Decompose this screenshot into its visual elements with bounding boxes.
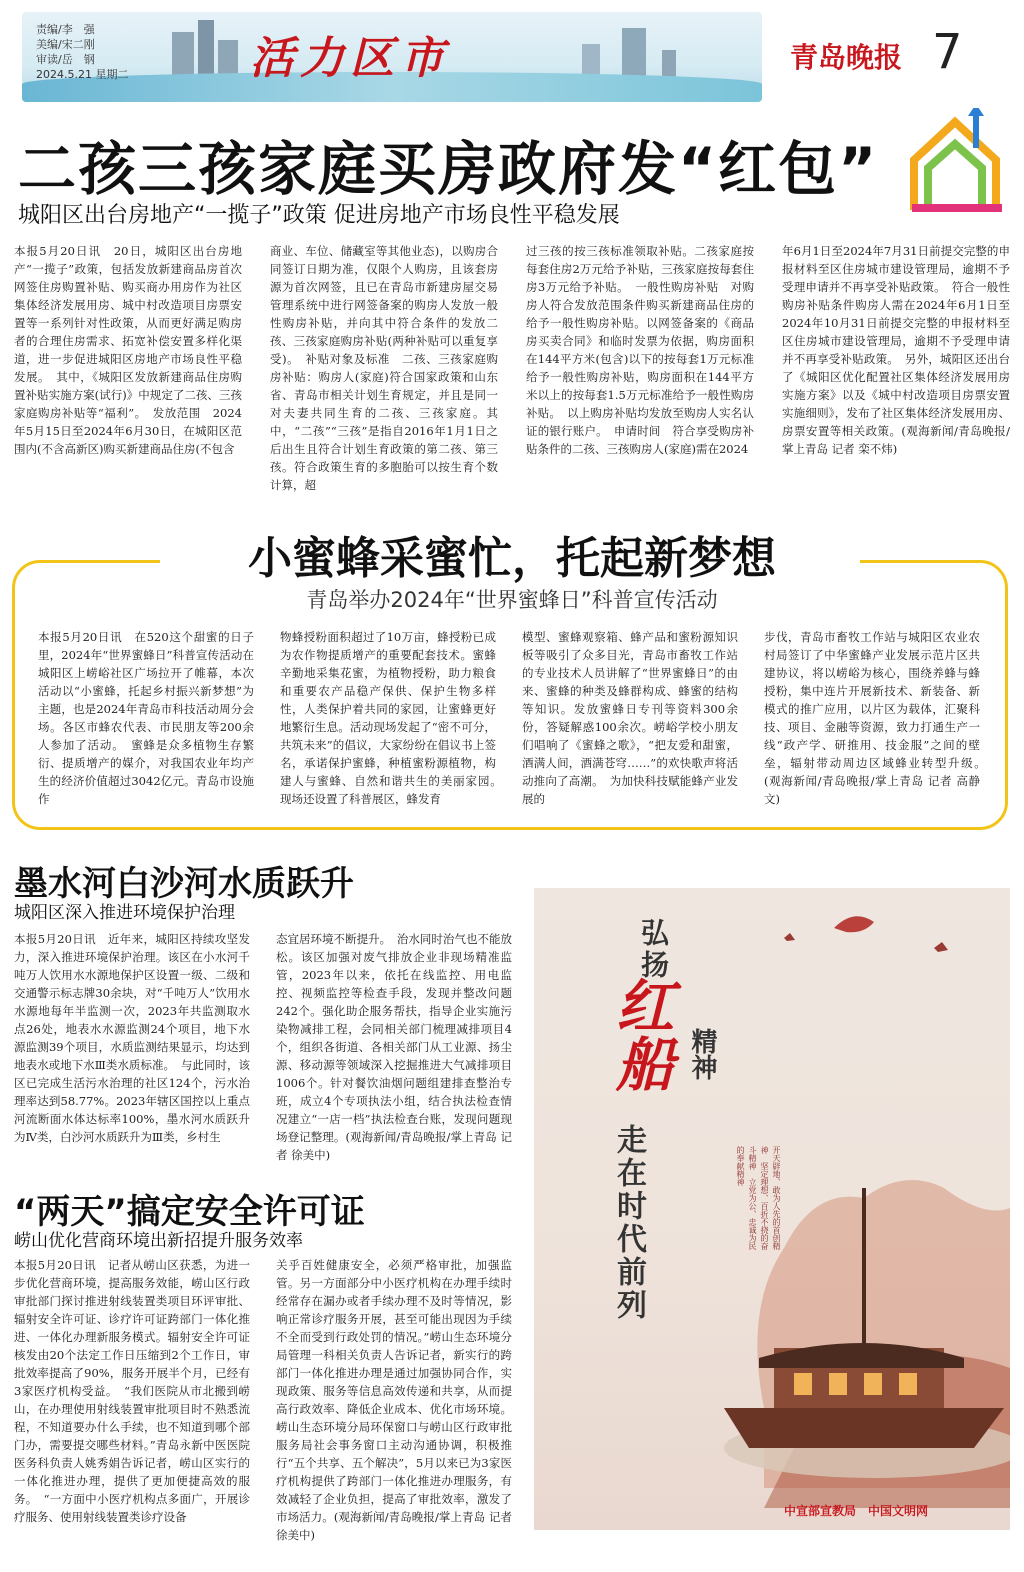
issue-date: 2024.5.21 星期二 [36, 68, 129, 81]
article2-column-4: 步伐，青岛市畜牧工作站与城阳区农业农村局签订了中华蜜蜂产业发展示范片区共建协议，将以崂峪为核心，围绕养蜂与蜂授粉，集中连片开展新技术、新装备、新模式的推广应用，以片区为载体，汇聚科技、项目、金融等资源，致力打通生产一线“政产学、研推用、技金服”之间的壁垒，辐射带动周边区域蜂业转型升级。 (观海新闻/青岛晚报/掌上青岛 记者 高静文) [764, 630, 992, 806]
article4-column-1: 本报5月20日讯 记者从崂山区获悉，为进一步优化营商环境，提高服务效能，崂山区行政审批部门探讨推进射线装置类项目环评审批、辐射安全许可证、诊疗许可证跨部门一体化推进、一体化办理新服务模式。辐射安全许可证核发由20个法定工作日压缩到2个工作日，审批效率提高了90%，服务开展半个月，已经有3家医疗机构受益。 “我们医院从市北搬到崂山，在办理使用射线装置审批项目时不熟悉流程，不知道要办什么手续，也不知道到哪个部门办，需要提交哪些材料。”青岛永新中医医院医务科负责人姚秀娟告诉记者，崂山区实行的一体化推进办理，提供了更加便捷高效的服务。 “一方面中小医疗机构点多面广，开展诊疗服务、使用射线装置类诊疗设备 [14, 1258, 250, 1524]
newspaper-name: 青岛晚报 [790, 41, 903, 74]
poster-footer: 中宣部宣教局 中国文明网 [784, 1504, 929, 1518]
article2-column-3: 模型、蜜蜂观察箱、蜂产品和蜜粉源知识板等吸引了众多目光，青岛市畜牧工作站的专业技术人员讲解了“世界蜜蜂日”的由来、蜜蜂的种类及蜂群构成、蜂蜜的结构等知识。发放蜜蜂日专刊等资料300余份，答疑解惑100余次。崂峪学校小朋友们唱响了《蜜蜂之歌》，“把友爱和甜蜜，酒满人间，酒满苍穹……”的欢快歌声将活动推向了高潮。 为加快科技赋能蜂产业发展的 [522, 630, 738, 806]
article2-column-1: 本报5月20日讯 在520这个甜蜜的日子里，2024年“世界蜜蜂日”科普宣传活动在城阳区上崂峪社区广场拉开了帷幕，本次活动以“小蜜蜂，托起乡村振兴新梦想”为主题，也是2024年青岛市科技活动周分会场。各区市蜂农代表、市民朋友等200余人参加了活动。 蜜蜂是众多植物生存繁衍、提质增产的媒介，对我国农业年均产生的经济价值超过3042亿元。青岛市设施作 [38, 630, 254, 806]
credit-editor: 责编/李 强 [36, 23, 95, 36]
article4-headline: “两天”搞定安全许可证 [14, 1192, 365, 1232]
article3-headline: 墨水河白沙河水质跃升 [14, 864, 354, 904]
article2-headline: 小蜜蜂采蜜忙，托起新梦想 [248, 533, 776, 584]
article2-column-2: 物蜂授粉面积超过了10万亩，蜂授粉已成为农作物提质增产的重要配套技术。蜜蜂辛勤地采集花蜜，为植物授粉，助力粮食和重要农产品稳产保供、保护生物多样性，人类保护着共同的家园，让蜜蜂更好地繁衍生息。活动现场发起了“密不可分，共筑未来”的倡议，大家纷纷在倡议书上签名，承诺保护蜜蜂，种植蜜粉源植物，构建人与蜜蜂、自然和谐共生的美丽家园。 现场还设置了科普展区，蜂发育 [280, 630, 508, 806]
article1-column-3: 过三孩的按三孩标准领取补贴。二孩家庭按每套住房2万元给予补贴，三孩家庭按每套住房3万元给予补贴。 一般性购房补贴 对购房人符合发放范围条件购买新建商品住房的给予一般性购房补贴。以网签备案的《商品房买卖合同》和临时发票为依据，购房面积在144平方米(包含)以下的按每套1万元标准给予一般性购房补贴，购房面积在144平方米以上的按每套1.5万元标准给予一般性购房补贴。 以上购房补贴均发放至购房人实名认证的银行账户。 申请时间 符合享受购房补贴条件的二孩、三孩购房人(家庭)需在2024 [526, 244, 754, 456]
poster-small-text: 开天辟地、敢为人先的首创精神 坚定理想、百折不挠的奋斗精神 立党为公、忠诚为民的奉献精神 [736, 1146, 781, 1250]
article1-column-1: 本报5月20日讯 20日，城阳区出台房地产“一揽子”政策，包括发放新建商品房首次网签住房购置补贴、购买商办用房作为社区集体经济发展用房、城中村改造项目房票安置等一系列针对性政策，从而更好满足购房者的合理住房需求、拓宽补偿安置多样化渠道，进一步促进城阳区房地产市场良性平稳发展。 其中，《城阳区发放新建商品住房购置补贴实施方案(试行)》中规定了二孩、三孩家庭购房补贴等“福利”。 发放范围 2024年5月15日至2024年6月30日，在城阳区范围内(不含高新区)购买新建商品住房(不包含 [14, 244, 242, 456]
article2-subheadline: 青岛举办2024年“世界蜜蜂日”科普宣传活动 [306, 588, 718, 612]
article3-column-2: 态宜居环境不断提升。 治水同时治气也不能放松。该区加强对废气排放企业非现场精准监管，2023年以来，依托在线监控、用电监控、视频监控等检查手段，发现并整改问题242个。强化助企服务帮扶，指导企业实施污染物减排工程，会同相关部门梳理减排项目4个，组织各街道、各相关部门从工业源、扬尘源、移动源等领域深入挖掘推进大气减排项目1006个。针对餐饮油烟问题组建排查整治专班，成立4个专项执法小组，结合执法检查情况建立“一店一档”执法检查台账，发现问题现场登记整理。(观海新闻/青岛晚报/掌上青岛 记者 徐美中) [276, 932, 512, 1162]
poster-line-1: 弘扬 [637, 918, 670, 982]
credit-designer: 美编/宋二刚 [36, 38, 95, 51]
editor-credits [36, 22, 128, 82]
article4-subheadline: 崂山优化营商环境出新招提升服务效率 [14, 1231, 303, 1251]
red-boat-poster [534, 888, 1010, 1530]
article1-column-4: 年6月1日至2024年7月31日前提交完整的申报材料至区住房城市建设管理局，逾期不予受理申请并不再享受补贴政策。 符合一般性购房补贴条件购房人需在2024年6月1日至2024年10月31日前提交完整的申报材料至区住房城市建设管理局，逾期不予受理申请并不再享受补贴政策。 另外，城阳区还出台了《城阳区优化配置社区集体经济发展用房实施方案》以及《城中村改造项目房票安置实施细则》，发布了社区集体经济发展用房、房票安置等相关政策。(观海新闻/青岛晚报/掌上青岛 记者 栾不炜) [782, 244, 1010, 456]
poster-slogan: 走在时代前列 [611, 1124, 646, 1322]
credit-proofreader: 审读/岳 钢 [36, 53, 95, 66]
article1-headline: 二孩三孩家庭买房政府发“红包” [18, 135, 879, 203]
article4-column-2: 关乎百姓健康安全，必须严格审批，加强监管。另一方面部分中小医疗机构在办理手续时经常存在漏办或者手续办理不及时等情况，影响正常诊疗服务开展，甚至可能出现因为手续不全而受到行政处罚的情况。”崂山生态环境分局管理一科相关负责人告诉记者，新实行的跨部门一体化推进办理是通过加强协同合作，实现政策、服务等信息高效传递和共享，从而提高行政效率、降低企业成本、优化市场环境。崂山生态环境分局环保窗口与崂山区行政审批服务局社会事务窗口主动沟通协调，积极推行“五个共享、五个解决”，5月以来已为3家医疗机构提供了跨部门一体化推进办理服务，有效减轻了企业负担，提高了审批效率，激发了市场活力。(观海新闻/青岛晚报/掌上青岛 记者 徐美中) [276, 1258, 512, 1542]
article1-column-2: 商业、车位、储藏室等其他业态)，以购房合同签订日期为准，仅限个人购房，且该套房源为首次网签，且已在青岛市新建房屋交易管理系统中进行网签备案的购房人发放一般性购房补贴，并向其中符合条件的发放二孩、三孩家庭购房补贴(两种补贴可以重复享受)。 补贴对象及标准 二孩、三孩家庭购房补贴：购房人(家庭)符合国家政策和山东省、青岛市相关计划生育规定，并且是同一对夫妻共同生育的二孩、三孩家庭。其中，“二孩”“三孩”是指自2016年1月1日之后出生且符合计划生育政策的第二孩、第三孩。符合政策生育的多胞胎可以按生育个数计算，超 [270, 244, 498, 492]
poster-line-3: 精神 [687, 1028, 717, 1080]
article3-subheadline: 城阳区深入推进环境保护治理 [14, 903, 235, 923]
article1-subheadline: 城阳区出台房地产“一揽子”政策 促进房地产市场良性平稳发展 [18, 203, 620, 228]
page-number: 7 [932, 24, 963, 80]
poster-red-boat-calligraphy: 红船 [606, 976, 674, 1092]
house-icon [900, 108, 1010, 218]
article3-column-1: 本报5月20日讯 近年来，城阳区持续攻坚发力，深入推进环境保护治理。该区在小水河千吨万人饮用水水源地保护区设置一级、二级和交通警示标志牌30余块，对“千吨万人”饮用水水源地每年半监测一次，2023年共监测取水点26处，地表水水源监测24个项目，地下水源监测39个项目，水质监测结果显示，均达到地表水或地下水Ⅲ类水质标准。 与此同时，该区已完成生活污水治理的社区124个，污水治理率达到58.77%。2023年辖区国控以上重点河流断面水体达标率100%，墨水河水质跃升为Ⅳ类，白沙河水质跃升为Ⅲ类，乡村生 [14, 932, 250, 1144]
section-title: 活力区市 [250, 33, 450, 84]
